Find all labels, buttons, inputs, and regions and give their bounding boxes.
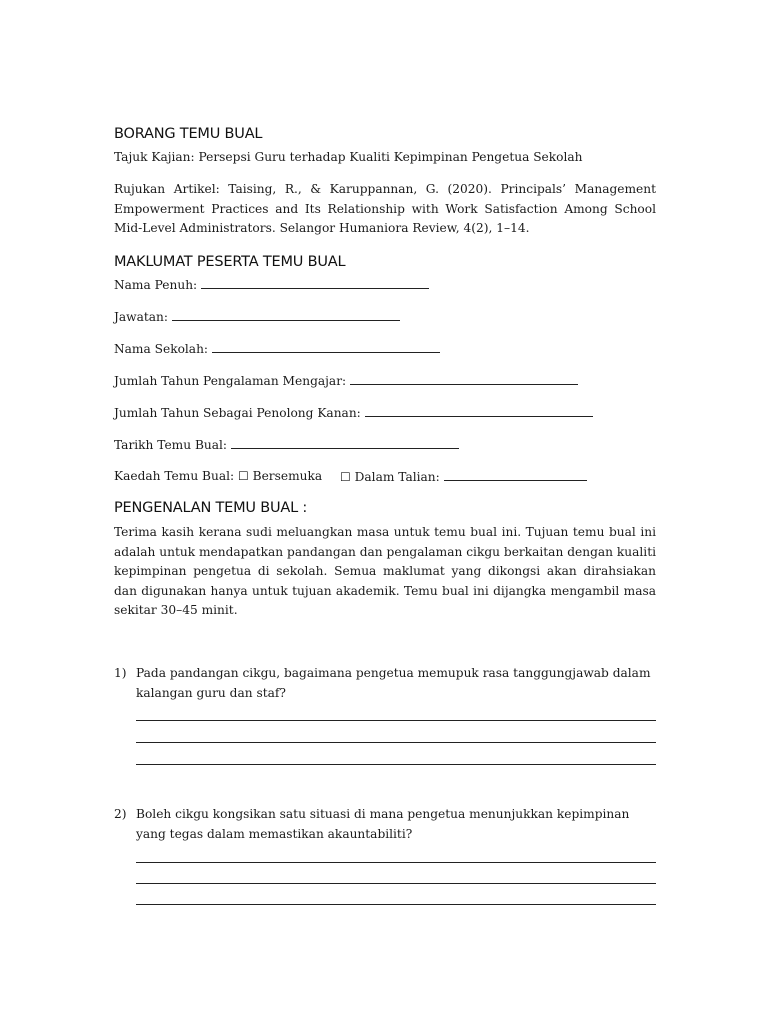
- full-name-field: [114, 275, 429, 296]
- question-1-number: 1): [114, 666, 127, 680]
- interview-method-label: Kaedah Temu Bual:: [114, 469, 235, 483]
- online-option: [340, 467, 587, 488]
- answer-line-1c[interactable]: [136, 764, 656, 765]
- interview-date-field: [114, 435, 459, 456]
- assistant-years-label: Jumlah Tahun Sebagai Penolong Kanan:: [114, 406, 361, 420]
- question-2-text: Boleh cikgu kongsikan satu situasi di mana pengetua menunjukkan kepimpinan yang tegas dalam memastikan akauntabiliti?: [136, 807, 630, 841]
- position-blank[interactable]: [172, 307, 400, 321]
- answer-line-2b[interactable]: [136, 883, 656, 884]
- teaching-years-label: Jumlah Tahun Pengalaman Mengajar:: [114, 374, 347, 388]
- form-title: BORANG TEMU BUAL: [114, 126, 263, 142]
- question-1: [114, 664, 656, 703]
- intro-body: Terima kasih kerana sudi meluangkan masa untuk temu bual ini. Tujuan temu bual ini adalah untuk mendapatkan pandangan dan pengalaman cikgu berkaitan dengan kualiti kepimpinan pengetua di sekolah. Semua maklumat yang dikongsi akan dirahsiakan dan digunakan hanya untuk tujuan akademik. Temu bual ini dijangka mengambil masa sekitar 30–45 minit.: [114, 525, 656, 618]
- school-name-field: [114, 339, 440, 360]
- interview-method-field: [114, 467, 656, 487]
- question-1-text: Pada pandangan cikgu, bagaimana pengetua memupuk rasa tanggungjawab dalam kalangan guru dan staf?: [136, 666, 651, 700]
- participant-info-heading: MAKLUMAT PESERTA TEMU BUAL: [114, 254, 346, 270]
- study-title: Tajuk Kajian: Persepsi Guru terhadap Kualiti Kepimpinan Pengetua Sekolah: [114, 150, 583, 164]
- interview-date-blank[interactable]: [231, 435, 459, 449]
- question-2-number: 2): [114, 807, 127, 821]
- question-2: [114, 805, 656, 844]
- school-name-label: Nama Sekolah:: [114, 342, 209, 356]
- intro-heading: PENGENALAN TEMU BUAL :: [114, 500, 308, 516]
- answer-line-1a[interactable]: [136, 720, 656, 721]
- article-reference: Rujukan Artikel: Taising, R., & Karuppannan, G. (2020). Principals’ Management Empowerment Practices and Its Relationship with Work Satisfaction Among School Mid-Level Administrators. Selangor Humaniora Review, 4(2), 1–14.: [114, 182, 656, 236]
- teaching-years-field: [114, 371, 578, 392]
- answer-line-1b[interactable]: [136, 742, 656, 743]
- assistant-years-field: [114, 403, 593, 424]
- online-option-label: Dalam Talian:: [354, 470, 440, 484]
- position-label: Jawatan:: [114, 310, 168, 324]
- interview-date-label: Tarikh Temu Bual:: [114, 438, 228, 452]
- online-checkbox-icon[interactable]: ☐: [340, 470, 351, 484]
- face-to-face-checkbox-icon[interactable]: ☐: [238, 469, 249, 483]
- online-platform-blank[interactable]: [444, 467, 587, 481]
- answer-line-2c[interactable]: [136, 904, 656, 905]
- face-to-face-option-label: Bersemuka: [252, 469, 323, 483]
- full-name-blank[interactable]: [201, 275, 429, 289]
- position-field: [114, 307, 400, 328]
- full-name-label: Nama Penuh:: [114, 278, 198, 292]
- assistant-years-blank[interactable]: [365, 403, 593, 417]
- school-name-blank[interactable]: [212, 339, 440, 353]
- answer-line-2a[interactable]: [136, 862, 656, 863]
- teaching-years-blank[interactable]: [350, 371, 578, 385]
